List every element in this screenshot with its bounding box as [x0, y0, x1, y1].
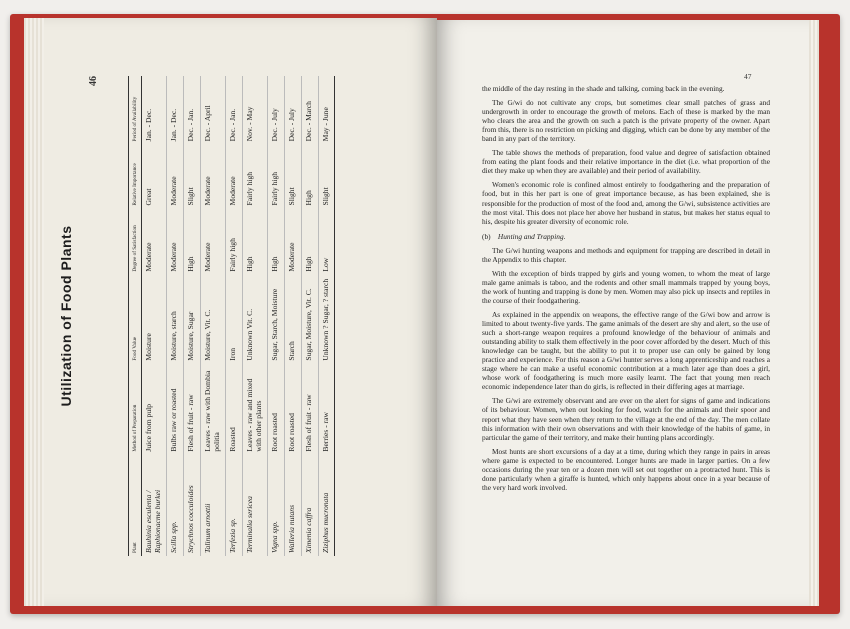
table-row [285, 76, 302, 556]
table-cell: Moisture [142, 275, 167, 364]
plant-cell: Terminalia sericea [243, 455, 268, 556]
table-row [301, 76, 318, 556]
plant-cell: Talinum arnottii [200, 455, 225, 556]
table-cell: Fairly high [226, 208, 243, 274]
table-cell: Moisture, Vit. C. [200, 275, 225, 364]
column-header: Period of Availability [129, 76, 142, 144]
column-header: Method of Preparation [129, 364, 142, 455]
table-cell: Leaves - raw and mixed with other plants [243, 364, 268, 455]
table-cell: Slight [184, 144, 201, 208]
table-cell: Fairly high [268, 144, 285, 208]
column-header: Relative Importance [129, 144, 142, 208]
table-cell: High [243, 208, 268, 274]
table-cell: Root roasted [268, 364, 285, 455]
table-cell: Slight [285, 144, 302, 208]
table-cell: Moisture, Sugar [184, 275, 201, 364]
paragraph: The G/wi are extremely observant and are ever on the alert for signs of game and indications of its behaviour. Women, when out looking for food, watch for the animals and their spoor and report what they have seen when they return to the village at the end of the day. The men collate this information with their own observations and with their knowledge of the habits of game, in particular the game of their territory, and make their hunting plans accordingly. [482, 396, 770, 442]
table-cell: Starch [285, 275, 302, 364]
table-row [268, 76, 285, 556]
table-cell: Moderate [167, 144, 184, 208]
table-cell: Jan. - Dec. [142, 76, 167, 144]
plant-cell: Terfezia sp. [226, 455, 243, 556]
plant-cell: Scilla spp. [167, 455, 184, 556]
table-row [226, 76, 243, 556]
subheading-title: Hunting and Trapping. [497, 231, 566, 241]
table-cell: Dec. - July [268, 76, 285, 144]
table-cell: Bulbs raw or roasted [167, 364, 184, 455]
table-cell: Dec. - July [285, 76, 302, 144]
plant-cell: Ximenia caffra [301, 455, 318, 556]
table-cell: High [184, 208, 201, 274]
table-cell: Dec. - Jan. [226, 76, 243, 144]
food-plants-table [128, 76, 335, 556]
table-cell: Moderate [167, 208, 184, 274]
table-row [318, 76, 335, 556]
rotated-table-block [58, 76, 418, 556]
paragraph: The table shows the methods of preparation, food value and degree of satisfaction obtained from eating the plant foods and their relative importance in the diet (i.e. what proportion of the diet they make up when they are available) and their period of availability. [482, 148, 770, 176]
table-header-row [129, 76, 142, 556]
page-number-right: 47 [744, 72, 752, 81]
table-cell: Moisture, starch [167, 275, 184, 364]
plant-cell: Strychnos cocculoides [184, 455, 201, 556]
table-cell: Moderate [200, 208, 225, 274]
table-cell: Sugar, Starch, Moisture [268, 275, 285, 364]
subheading-label: (b) [482, 231, 491, 241]
right-page [437, 20, 819, 606]
table-cell: Roasted [226, 364, 243, 455]
plant-cell: Ziziphus mucronata [318, 455, 335, 556]
table-cell: Unknown ? Sugar, ? starch [318, 275, 335, 364]
table-row [243, 76, 268, 556]
page-edge [24, 18, 44, 606]
table-row [184, 76, 201, 556]
table-row [200, 76, 225, 556]
table-cell: Sugar, Moisture, Vit. C. [301, 275, 318, 364]
table-cell: Flesh of fruit - raw [184, 364, 201, 455]
table-row [142, 76, 167, 556]
table-cell: Moderate [285, 208, 302, 274]
paragraph: the middle of the day resting in the shade and talking, coming back in the evening. [482, 84, 725, 93]
table-cell: May - June [318, 76, 335, 144]
table-cell: Nov. - May [243, 76, 268, 144]
column-header: Food Value [129, 275, 142, 364]
table-cell: Iron [226, 275, 243, 364]
table-cell: Moderate [226, 144, 243, 208]
column-header: Plant [129, 455, 142, 556]
paragraph: The G/wi do not cultivate any crops, but sometimes clear small patches of grass and undergrowth in order to encourage the growth of melons. Each of these is marked by the man who clears the area and the growth on such a patch is the private property of the owner. Apart from this, there is no restriction on picking and digging, which can be done by any member of the band in any part of the territory. [482, 98, 770, 144]
table-cell: Dec. - Jan. [184, 76, 201, 144]
paragraph: Women's economic role is confined almost entirely to foodgathering and the preparation of food, but in this her part is one of great importance because, as has been explained, she is responsible for the production of most of the food and, among the G/wi, subsistence activities are the most vital. This does not place her above her husband in status, but makes her status equal to his, despite his greater diversity of economic role. [482, 180, 770, 226]
table-title: Utilization of Food Plants [58, 225, 74, 407]
table-cell: Moderate [142, 208, 167, 274]
table-cell: Flesh of fruit - raw [301, 364, 318, 455]
table-cell: Dec. - March [301, 76, 318, 144]
table-cell: Berries - raw [318, 364, 335, 455]
table-cell: High [301, 208, 318, 274]
plant-cell: Vigna spp. [268, 455, 285, 556]
column-header: Degree of Satisfaction [129, 208, 142, 274]
table-cell: Great [142, 144, 167, 208]
paragraph: Most hunts are short excursions of a day at a time, during which they range in pairs in areas where game is expected to be encountered. Longer hunts are made in larger parties. On a few occasions during the year ten or a dozen men will set out together on a protracted hunt. This is done particularly when a giraffe is hunted, which only happens about once in a year because of the very hard work involved. [482, 446, 770, 492]
table-cell: Leaves - raw with Dombia politia [200, 364, 225, 455]
page-edge [809, 20, 819, 606]
table-cell: Moderate [200, 144, 225, 208]
table-cell: Low [318, 208, 335, 274]
plant-cell: Walleria nutans [285, 455, 302, 556]
paragraph: As explained in the appendix on weapons, the effective range of the G/wi bow and arrow is limited to about twenty-five yards. The game animals of the desert are shy and alert, so the use of such a short-range weapon requires a profound knowledge of the behaviour of animals and outstanding ability to stalk them effectively in the poor cover afforded by the desert. Much of this knowledge can be taught, but the ability to put it to proper use can only be gained by long practice and experience. For this reason a G/wi hunter serves a long apprenticeship and reaches a stage where he can make a useful economic contribution at a much later age than does a girl, whose work of foodgathering is much more easily learnt. The fact that young men reach economic independence later than do girls, is reflected in their differing ages at marriage. [482, 309, 770, 392]
table-cell: Jan. - Dec. [167, 76, 184, 144]
table-cell: High [301, 144, 318, 208]
plant-cell: Bauhinia esculenta / Raphionacme burkei [142, 455, 167, 556]
table-row [167, 76, 184, 556]
body-text [482, 84, 770, 497]
table-cell: Juice from pulp [142, 364, 167, 455]
table-cell: High [268, 208, 285, 274]
table-cell: Slight [318, 144, 335, 208]
table-cell: Unknown Vit. C. [243, 275, 268, 364]
paragraph: The G/wi hunting weapons and methods and equipment for trapping are described in detail in the Appendix to this chapter. [482, 245, 770, 264]
subheading [482, 232, 770, 241]
table-cell: Fairly high [243, 144, 268, 208]
table-cell: Root roasted [285, 364, 302, 455]
paragraph: With the exception of birds trapped by girls and young women, to whom the meat of large male game animals is taboo, and the rodents and other small mammals trapped by young boys, the work of hunting and trapping is done by men. Women may also pick up insects and reptiles in the course of their foodgathering. [482, 268, 770, 305]
table-cell: Dec. - April [200, 76, 225, 144]
page-number-left: 46 [88, 76, 99, 86]
